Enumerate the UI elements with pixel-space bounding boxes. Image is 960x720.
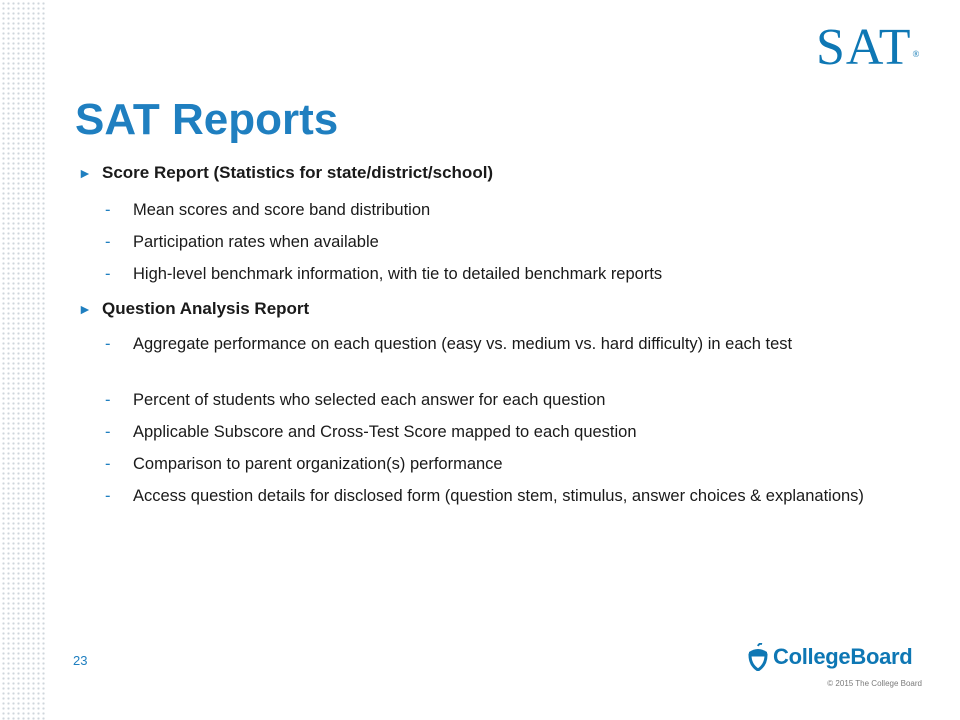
triangle-bullet-icon: ►: [78, 301, 92, 317]
list-item: - Comparison to parent organization(s) performance: [105, 455, 503, 473]
page-number: 23: [73, 653, 88, 668]
dash-bullet-icon: -: [105, 423, 111, 441]
list-item: - Aggregate performance on each question (easy vs. medium vs. hard difficulty) in each test: [105, 335, 793, 353]
dash-bullet-icon: -: [105, 335, 111, 353]
section-heading-score-report: ► Score Report (Statistics for state/district/school): [78, 163, 494, 182]
acorn-icon: [746, 643, 770, 671]
dash-bullet-icon: -: [105, 201, 111, 219]
dash-bullet-icon: -: [105, 455, 111, 473]
dash-bullet-icon: -: [105, 391, 111, 409]
collegeboard-wordmark: CollegeBoard: [773, 644, 913, 669]
list-item: - Applicable Subscore and Cross-Test Score mapped to each question: [105, 423, 637, 441]
section-heading-question-analysis: ► Question Analysis Report: [78, 299, 310, 318]
list-item: - Mean scores and score band distribution: [105, 201, 431, 219]
dash-bullet-icon: -: [105, 487, 111, 505]
collegeboard-logo: [746, 640, 912, 674]
list-item: - Access question details for disclosed form (question stem, stimulus, answer choices & explanations): [105, 487, 864, 505]
dash-bullet-icon: -: [105, 265, 111, 283]
copyright-text: © 2015 The College Board: [827, 679, 922, 688]
triangle-bullet-icon: ►: [78, 165, 92, 181]
slide-title: SAT Reports: [75, 95, 339, 144]
list-item: - Percent of students who selected each answer for each question: [105, 391, 606, 409]
list-item: - High-level benchmark information, with tie to detailed benchmark reports: [105, 265, 663, 283]
list-item: - Participation rates when available: [105, 233, 379, 251]
dash-bullet-icon: -: [105, 233, 111, 251]
sat-logo: SAT®: [816, 19, 921, 76]
dotted-side-pattern: [0, 0, 46, 720]
